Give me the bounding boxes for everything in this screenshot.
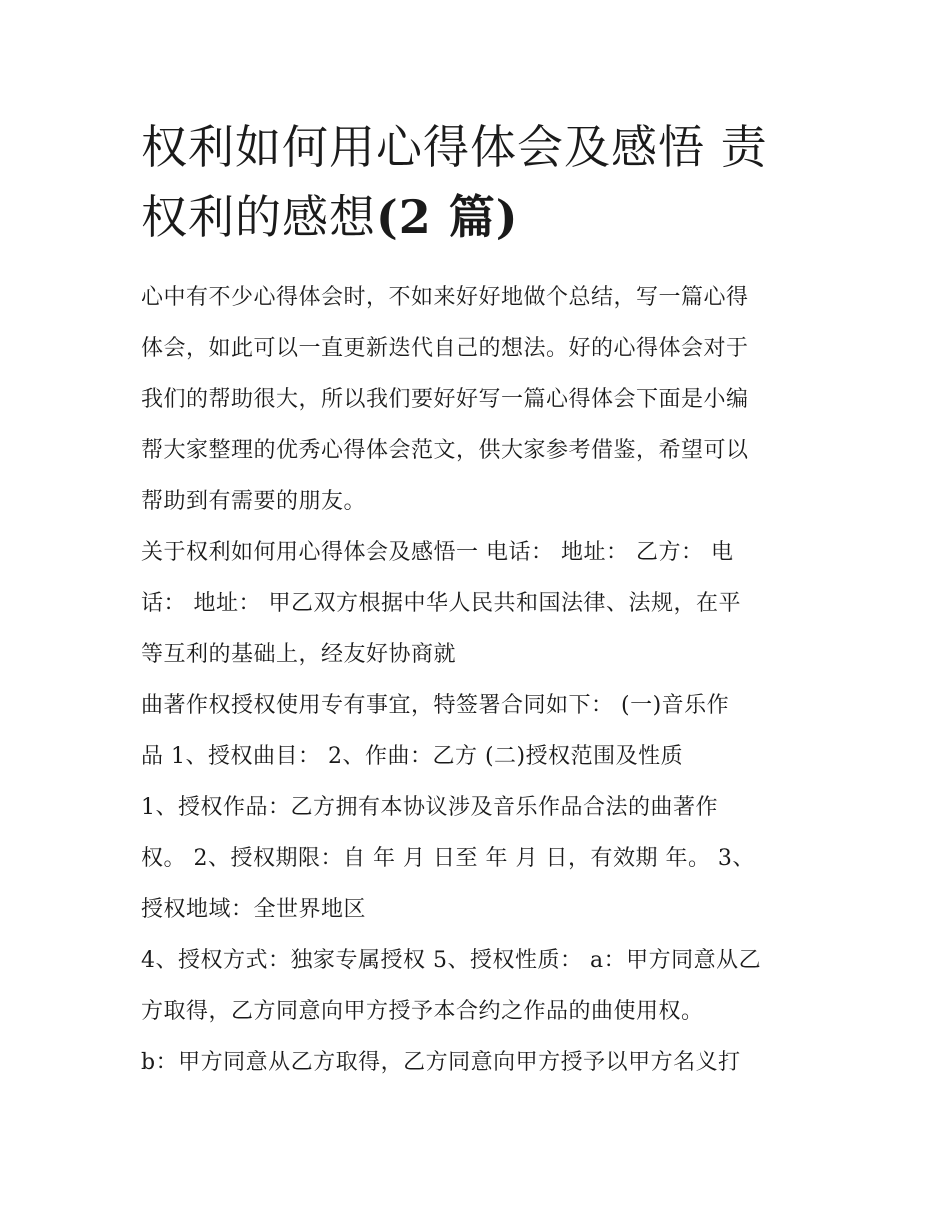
title-line-2 <box>141 182 821 252</box>
title-line-1: 权利如何用心得体会及感悟 责 <box>141 120 768 174</box>
text-line: 体会，如此可以一直更新迭代自己的想法。好的心得体会对于 <box>141 336 749 361</box>
text-line: 1、授权作品：乙方拥有本协议涉及音乐作品合法的曲著作 <box>141 795 718 820</box>
text-line: 授权地域：全世界地区 <box>141 897 367 922</box>
text-line: 帮大家整理的优秀心得体会范文，供大家参考借鉴，希望可以 <box>141 438 749 463</box>
text-line: 关于权利如何用心得体会及感悟一 电话： 地址： 乙方： 电 <box>141 540 734 565</box>
paragraph-authorization-scope <box>141 782 821 935</box>
title-line-2-count: (2 篇) <box>376 190 519 244</box>
text-line: 权。 2、授权期限：自 年 月 日至 年 月 日，有效期 年。 3、 <box>141 846 755 871</box>
text-line: 等互利的基础上，经友好协商就 <box>141 642 457 667</box>
text-line: 4、授权方式：独家专属授权 5、授权性质： a：甲方同意从乙 <box>141 948 762 973</box>
paragraph-works <box>141 680 821 782</box>
text-line: 曲著作权授权使用专有事宜，特签署合同如下： (一)音乐作 <box>141 693 730 718</box>
document-page <box>141 112 821 1088</box>
text-line: 心中有不少心得体会时，不如来好好地做个总结，写一篇心得 <box>141 285 749 310</box>
text-line: 话： 地址： 甲乙双方根据中华人民共和国法律、法规，在平 <box>141 591 741 616</box>
paragraph-parties <box>141 527 821 680</box>
document-title <box>141 112 821 252</box>
text-line: 品 1、授权曲目： 2、作曲：乙方 (二)授权范围及性质 <box>141 744 684 769</box>
paragraph-intro <box>141 272 821 527</box>
title-line-2-text: 权利的感想 <box>141 190 376 244</box>
document-body <box>141 272 821 1088</box>
text-line: 我们的帮助很大，所以我们要好好写一篇心得体会下面是小编 <box>141 387 749 412</box>
text-line: 方取得，乙方同意向甲方授予本合约之作品的曲使用权。 <box>141 999 704 1024</box>
text-line: b：甲方同意从乙方取得，乙方同意向甲方授予以甲方名义打 <box>141 1050 741 1075</box>
paragraph-authorization-type <box>141 935 821 1037</box>
text-line: 帮助到有需要的朋友。 <box>141 489 367 514</box>
paragraph-clause-b <box>141 1037 821 1088</box>
